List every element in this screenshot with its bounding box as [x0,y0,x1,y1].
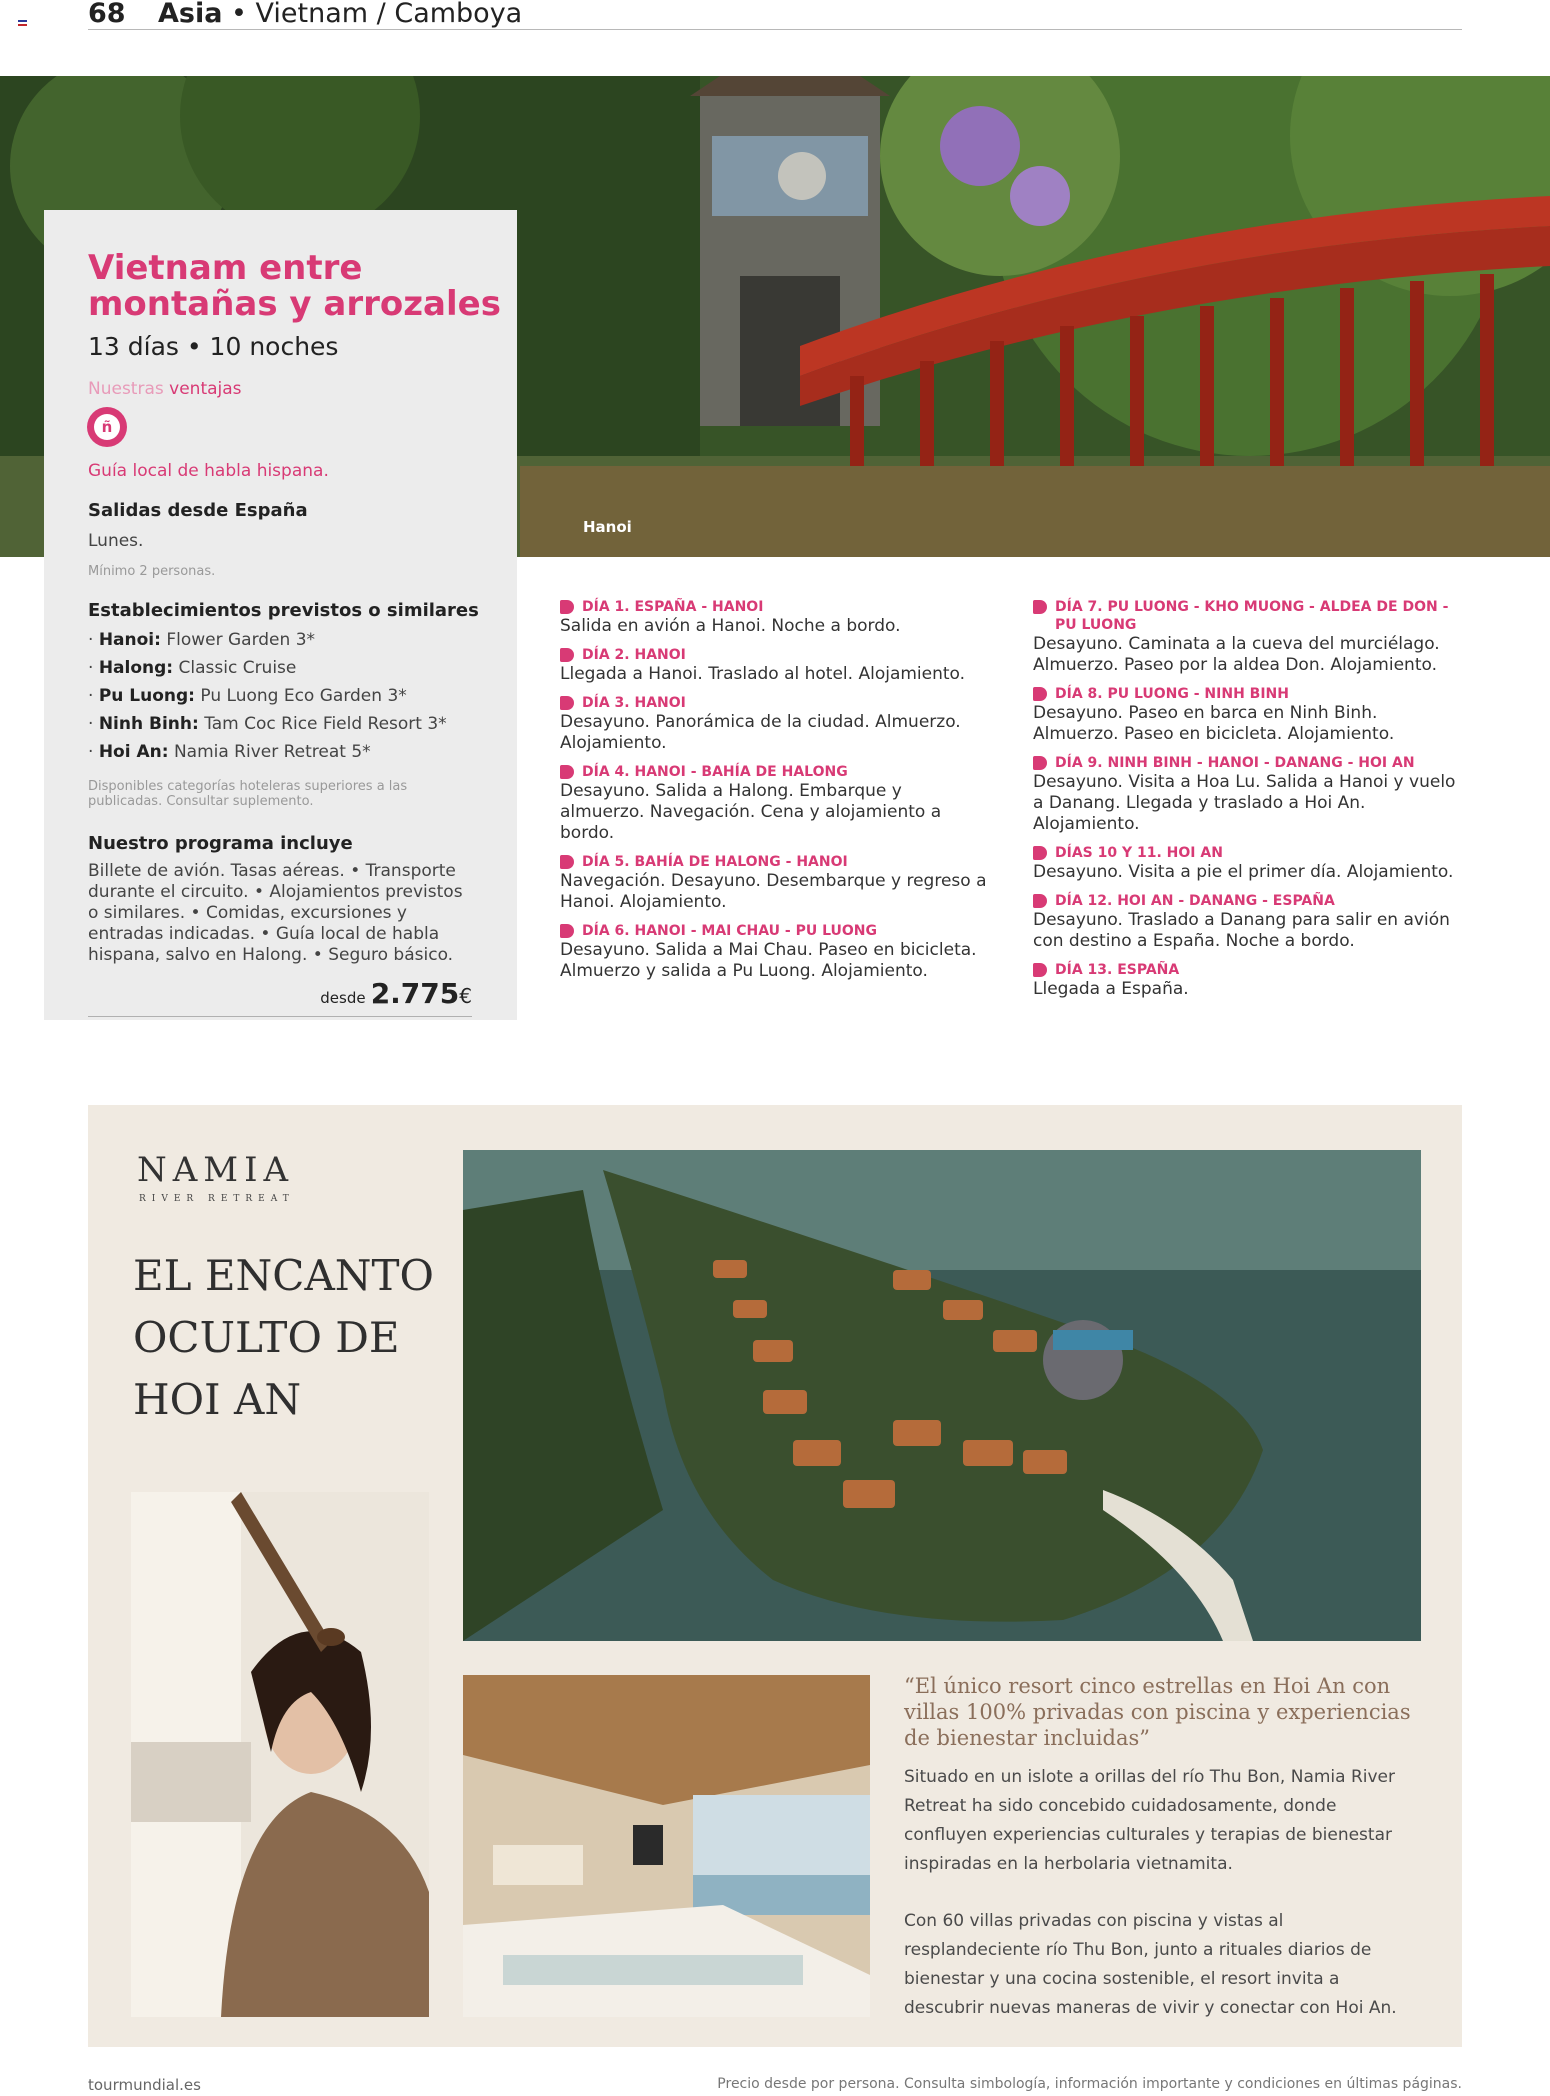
minimum-people: Mínimo 2 personas. [88,564,216,579]
itinerary-column-right [1033,598,1463,1009]
headline-line: OCULTO DE [133,1313,400,1362]
day-title: DÍA 5. BAHÍA DE HALONG - HANOI [560,853,990,871]
hotel-city: Hanoi: [98,630,161,650]
page-number: 68 [88,0,126,29]
day-title: DÍA 8. PU LUONG - NINH BINH [1033,685,1463,703]
hotel-logo-subtitle: RIVER RETREAT [139,1194,295,1204]
flag-icon [18,20,27,26]
header-rule [88,29,1462,30]
hero-caption: Hanoi [583,518,632,536]
advantages-strong: ventajas [169,379,242,399]
includes-heading: Nuestro programa incluye [88,833,353,854]
day-text: Desayuno. Salida a Halong. Embarque y almuerzo. Navegación. Cena y alojamiento a bordo. [560,781,942,843]
footer-website: tourmundial.es [88,2076,201,2094]
day-title: DÍA 1. ESPAÑA - HANOI [560,598,990,616]
hotel-name: Pu Luong Eco Garden 3* [200,686,407,706]
hotel-city: Pu Luong: [98,686,195,706]
day-text: Desayuno. Salida a Mai Chau. Paseo en bicicleta. Almuerzo y salida a Pu Luong. Alojamiento. [560,940,977,981]
promo-paragraph-2: Con 60 villas privadas con piscina y vistas al resplandeciente río Thu Bon, junto a rituales diarios de bienestar y una cocina sostenible, el resort invita a descubrir nuevas maneras de vivir y conectar con Hoi An. [904,1911,1397,2018]
itinerary-day [1033,598,1463,676]
headline-line: EL ENCANTO [133,1251,434,1300]
includes-text: Billete de avión. Tasas aéreas. • Transporte durante el circuito. • Alojamientos previstos o similares. • Comidas, excursiones y entradas indicadas. • Guía local de habla hispana, salvo en Halong. • Seguro básico. [88,861,463,965]
itinerary-day [560,694,990,754]
hotel-city: Halong: [98,658,174,678]
hotels-note: Disponibles categorías hoteleras superiores a las publicadas. Consultar suplemento. [88,779,408,809]
itinerary-day [560,763,990,844]
day-title: DÍA 7. PU LUONG - KHO MUONG - ALDEA DE DON - PU LUONG [1033,598,1463,634]
hotel-item: · Ninh Binh: Tam Coc Rice Field Resort 3* [88,714,447,734]
hotel-name: Namia River Retreat 5* [173,742,371,762]
advantage-text: Guía local de habla hispana. [88,461,329,481]
itinerary-day [1033,892,1463,952]
hotel-city: Hoi An: [98,742,169,762]
itinerary-day [560,598,990,637]
itinerary-day [1033,685,1463,745]
hotel-item: · Pu Luong: Pu Luong Eco Garden 3* [88,686,407,706]
price-value: 2.775 [370,977,460,1010]
itinerary-day [560,922,990,982]
spa-treatment-image [131,1492,429,2017]
tour-duration: 13 días • 10 noches [88,332,339,361]
day-title: DÍA 6. HANOI - MAI CHAU - PU LUONG [560,922,990,940]
price-currency: € [459,984,472,1008]
hotel-item: · Hoi An: Namia River Retreat 5* [88,742,371,762]
tour-title: Vietnam entre montañas y arrozales [88,248,501,324]
promo-headline [133,1245,473,1431]
day-title: DÍA 2. HANOI [560,646,990,664]
day-title: DÍA 13. ESPAÑA [1033,961,1463,979]
price-prefix: desde [320,989,366,1007]
hotels-list [88,626,447,766]
day-text: Desayuno. Visita a Hoa Lu. Salida a Hanoi y vuelo a Danang. Llegada y traslado a Hoi An. Alojamiento. [1033,772,1456,834]
advantages-label [88,379,242,399]
departures-heading: Salidas desde España [88,500,308,521]
advantages-light: Nuestras [88,379,164,399]
hotel-item: · Hanoi: Flower Garden 3* [88,630,316,650]
day-title: DÍA 4. HANOI - BAHÍA DE HALONG [560,763,990,781]
resort-aerial-image [463,1150,1421,1641]
hotel-name: Tam Coc Rice Field Resort 3* [204,714,447,734]
promo-quote: “El único resort cinco estrellas en Hoi An con villas 100% privadas con piscina y experiencias de bienestar incluidas” [904,1674,1411,1750]
itinerary-day [1033,844,1463,883]
section-region: Asia [158,0,223,29]
price-rule [88,1016,472,1017]
itinerary-day [1033,754,1463,835]
hotel-name: Flower Garden 3* [166,630,316,650]
day-text: Desayuno. Visita a pie el primer día. Alojamiento. [1033,862,1454,882]
itinerary-column-left [560,598,990,991]
villa-interior-image [463,1675,870,2017]
hotel-item: · Halong: Classic Cruise [88,658,297,678]
price [300,977,472,1010]
hotel-logo: NAMIA [137,1150,295,1190]
day-text: Llegada a Hanoi. Traslado al hotel. Alojamiento. [560,664,966,684]
day-text: Desayuno. Traslado a Danang para salir en avión con destino a España. Noche a bordo. [1033,910,1450,951]
day-title: DÍA 3. HANOI [560,694,990,712]
headline-line: HOI AN [133,1375,302,1424]
day-title: DÍAS 10 Y 11. HOI AN [1033,844,1463,862]
day-text: Desayuno. Caminata a la cueva del murciélago. Almuerzo. Paseo por la aldea Don. Alojamiento. [1033,634,1440,675]
hotels-heading: Establecimientos previstos o similares [88,600,479,621]
footer-disclaimer: Precio desde por persona. Consulta simbología, información importante y condiciones en últimas páginas. [717,2076,1462,2092]
day-text: Desayuno. Panorámica de la ciudad. Almuerzo. Alojamiento. [560,712,961,753]
promo-paragraph-1: Situado en un islote a orillas del río Thu Bon, Namia River Retreat ha sido concebido cuidadosamente, donde confluyen experiencias culturales y terapias de bienestar inspiradas en la herbolaria vietnamita. [904,1767,1396,1874]
itinerary-day [560,853,990,913]
spanish-guide-icon-glyph: ñ [94,414,120,440]
day-text: Salida en avión a Hanoi. Noche a bordo. [560,616,901,636]
section-countries: • Vietnam / Camboya [222,0,523,29]
itinerary-day [1033,961,1463,1000]
hotel-city: Ninh Binh: [98,714,199,734]
day-text: Navegación. Desayuno. Desembarque y regreso a Hanoi. Alojamiento. [560,871,987,912]
day-text: Desayuno. Paseo en barca en Ninh Binh. Almuerzo. Paseo en bicicleta. Alojamiento. [1033,703,1395,744]
day-title: DÍA 12. HOI AN - DANANG - ESPAÑA [1033,892,1463,910]
hotel-name: Classic Cruise [178,658,297,678]
departures-value: Lunes. [88,531,144,551]
itinerary-day [560,646,990,685]
day-text: Llegada a España. [1033,979,1189,999]
spanish-guide-icon [87,407,127,447]
section-title [158,0,522,29]
day-title: DÍA 9. NINH BINH - HANOI - DANANG - HOI AN [1033,754,1463,772]
